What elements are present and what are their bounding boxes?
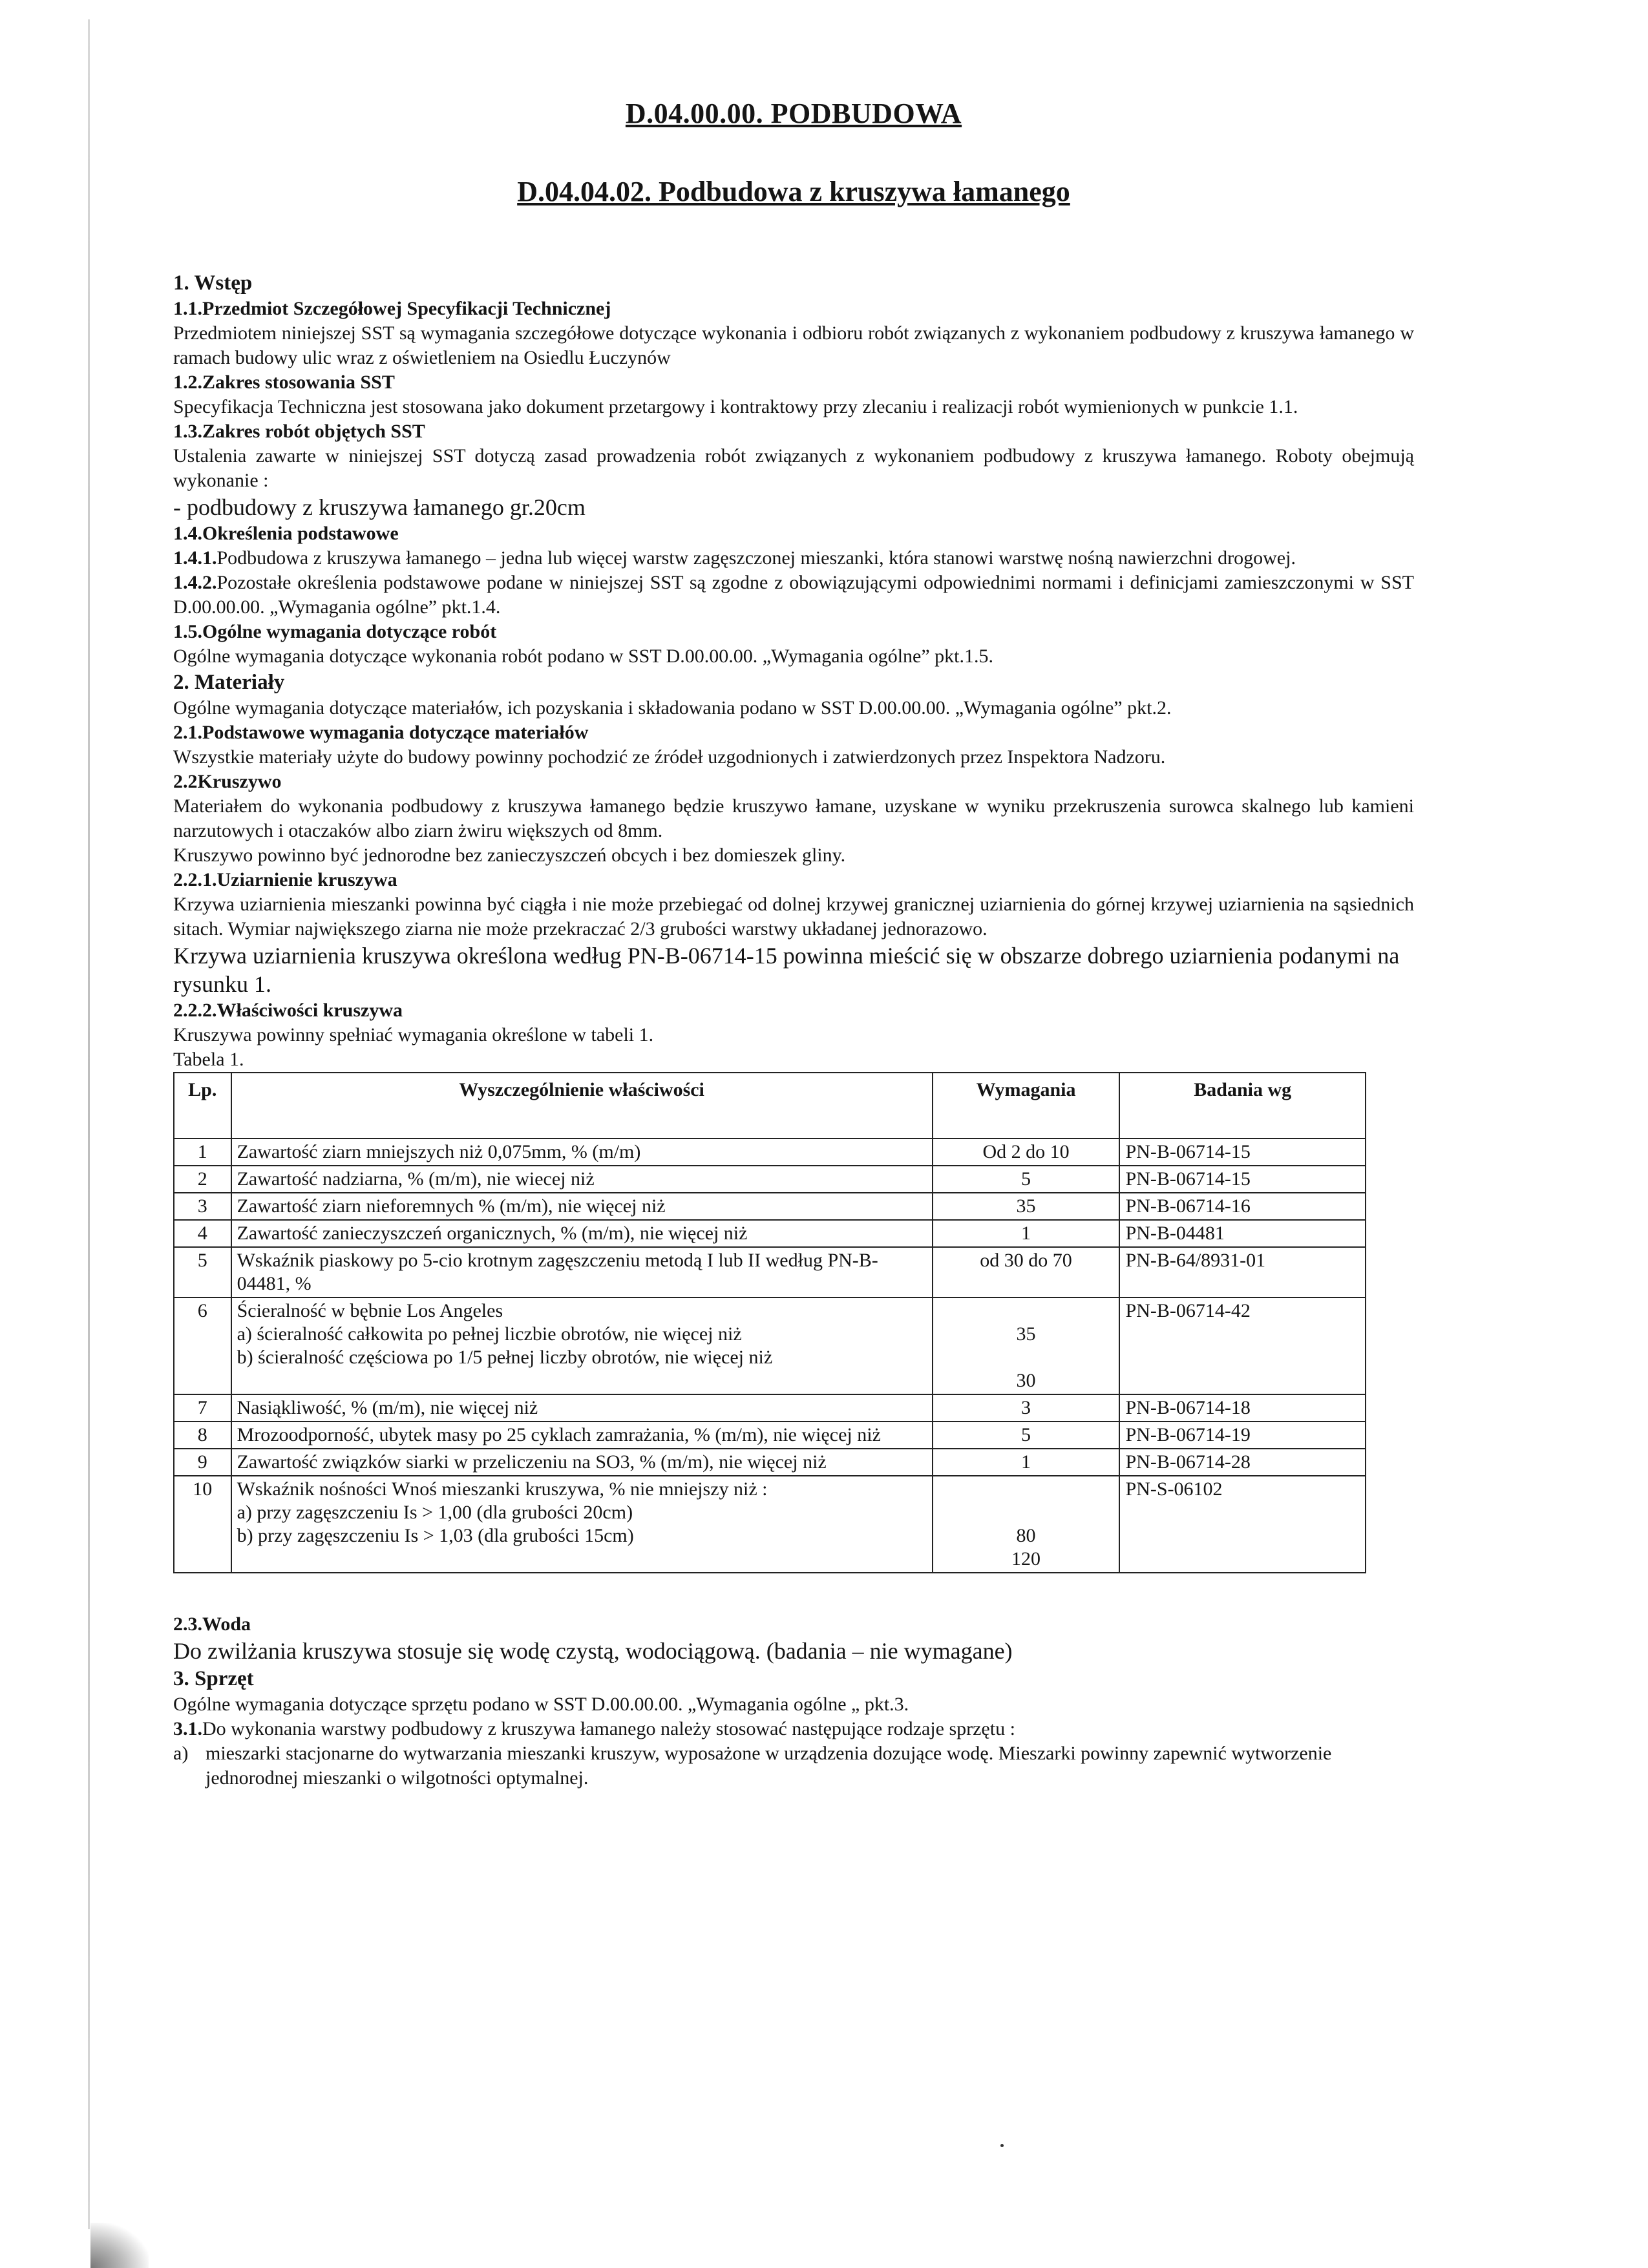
requirement-value	[938, 1478, 1114, 1501]
requirement-value: 5	[1021, 1168, 1031, 1190]
table-header-row	[174, 1073, 1366, 1139]
table-row	[174, 1166, 1366, 1193]
list-item-a-text: mieszarki stacjonarne do wytwarzania mieszanki kruszyw, wyposażone w urządzenia dozujące wodę. Mieszarki powinny zapewnić wytworzenie jednorodnej mieszanki o wilgotności optymalnej.	[206, 1743, 1332, 1789]
document-page	[173, 97, 1414, 1790]
scan-shadow-left	[88, 19, 90, 2229]
document-subtitle: D.04.04.02. Podbudowa z kruszywa łamanego	[517, 176, 1070, 207]
table-row	[174, 1139, 1366, 1166]
row-number: 9	[174, 1449, 231, 1476]
description-line: a) przy zagęszczeniu Is > 1,00 (dla grubości 20cm)	[237, 1502, 633, 1523]
section-3-1-body: Do wykonania warstwy podbudowy z kruszywa łamanego należy stosować następujące rodzaje sprzętu :	[202, 1718, 1015, 1739]
section-1-3-heading: 1.3.Zakres robót objętych SST	[173, 421, 425, 442]
section-3-1-text	[173, 1717, 1414, 1741]
row-description	[231, 1422, 933, 1449]
row-requirement	[933, 1476, 1120, 1573]
requirement-value: 120	[1011, 1548, 1041, 1570]
list-item-a	[173, 1741, 1414, 1790]
section-1-1-text: Przedmiotem niniejszej SST są wymagania szczegółowe dotyczące wykonania i odbioru robót związanych z wykonaniem podbudowy z kruszywa łamanego w ramach budowy ulic wraz z oświetleniem na Osiedlu Łuczynów	[173, 322, 1414, 368]
description-line: Zawartość związków siarki w przeliczeniu na SO3, % (m/m), nie więcej niż	[237, 1451, 827, 1473]
section-1-2-text: Specyfikacja Techniczna jest stosowana jako dokument przetargowy i kontraktowy przy zlecaniu i realizacji robót wymienionych w punkcie 1.1.	[173, 396, 1298, 417]
requirement-value: 80	[1016, 1525, 1036, 1546]
section-1-2-heading: 1.2.Zakres stosowania SST	[173, 372, 395, 393]
description-line: Ścieralność w bębnie Los Angeles	[237, 1300, 503, 1321]
row-description	[231, 1166, 933, 1193]
col-header-lp: Lp.	[174, 1073, 231, 1139]
section-2-2-text: Materiałem do wykonania podbudowy z kruszywa łamanego będzie kruszywo łamane, uzyskane w wyniku przekruszenia surowca skalnego lub kamieni narzutowych i otaczaków albo ziarn żwiru większych od 8mm.	[173, 795, 1414, 841]
section-2-2-text-2: Kruszywo powinno być jednorodne bez zanieczyszczeń obcych i bez domieszek gliny.	[173, 845, 846, 866]
row-description	[231, 1449, 933, 1476]
row-requirement	[933, 1166, 1120, 1193]
section-1-3-text: Ustalenia zawarte w niniejszej SST dotyczą zasad prowadzenia robót związanych z wykonaniem podbudowy z kruszywa łamanego. Roboty obejmują wykonanie :	[173, 445, 1414, 491]
description-line: Zawartość ziarn nieforemnych % (m/m), nie więcej niż	[237, 1195, 666, 1217]
row-number: 7	[174, 1394, 231, 1422]
requirement-value: od 30 do 70	[980, 1250, 1072, 1271]
section-2-1-heading: 2.1.Podstawowe wymagania dotyczące materiałów	[173, 722, 589, 743]
requirement-value	[938, 1299, 1114, 1323]
description-line: Nasiąkliwość, % (m/m), nie więcej niż	[237, 1397, 538, 1418]
section-2-2-2-heading: 2.2.2.Właściwości kruszywa	[173, 1000, 403, 1021]
row-number: 10	[174, 1476, 231, 1573]
requirement-value: 30	[1016, 1370, 1036, 1391]
section-1-4-heading: 1.4.Określenia podstawowe	[173, 523, 399, 544]
row-test-standard: PN-B-06714-19	[1119, 1422, 1366, 1449]
table-row	[174, 1220, 1366, 1247]
table-row	[174, 1422, 1366, 1449]
section-1-3-item: - podbudowy z kruszywa łamanego gr.20cm	[173, 494, 586, 520]
description-line: Wskaźnik nośności Wnoś mieszanki kruszywa, % nie mniejszy niż :	[237, 1478, 768, 1500]
row-test-standard: PN-B-06714-42	[1119, 1297, 1366, 1394]
row-test-standard: PN-B-06714-28	[1119, 1449, 1366, 1476]
row-test-standard: PN-B-04481	[1119, 1220, 1366, 1247]
row-test-standard: PN-B-06714-16	[1119, 1193, 1366, 1220]
section-3-text: Ogólne wymagania dotyczące sprzętu podano w SST D.00.00.00. „Wymagania ogólne „ pkt.3.	[173, 1694, 909, 1715]
description-line: Zawartość ziarn mniejszych niż 0,075mm, % (m/m)	[237, 1141, 641, 1162]
description-line: b) ścieralność częściowa po 1/5 pełnej liczby obrotów, nie więcej niż	[237, 1347, 773, 1368]
table-row	[174, 1247, 1366, 1297]
section-2-1-text: Wszystkie materiały użyte do budowy powinny pochodzić ze źródeł uzgodnionych i zatwierdzonych przez Inspektora Nadzoru.	[173, 746, 1166, 768]
requirement-value: 3	[1021, 1397, 1031, 1418]
section-1-heading: 1. Wstęp	[173, 271, 253, 295]
section-1-4-2-text	[173, 571, 1414, 620]
table-row	[174, 1193, 1366, 1220]
section-2-2-2-text: Kruszywa powinny spełniać wymagania określone w tabeli 1.	[173, 1024, 654, 1045]
requirement-value: 35	[1016, 1195, 1036, 1217]
section-2-2-heading: 2.2Kruszywo	[173, 771, 282, 792]
table-body	[174, 1139, 1366, 1573]
section-3-heading: 3. Sprzęt	[173, 1667, 254, 1690]
section-1-4-2-number: 1.4.2.	[173, 572, 217, 593]
section-2-2-1-heading: 2.2.1.Uziarnienie kruszywa	[173, 869, 397, 890]
row-requirement	[933, 1220, 1120, 1247]
requirement-value: 35	[1016, 1323, 1036, 1345]
row-number: 2	[174, 1166, 231, 1193]
section-1-5-heading: 1.5.Ogólne wymagania dotyczące robót	[173, 621, 497, 642]
row-requirement	[933, 1422, 1120, 1449]
row-number: 3	[174, 1193, 231, 1220]
row-requirement	[933, 1449, 1120, 1476]
row-requirement	[933, 1394, 1120, 1422]
requirement-value: Od 2 do 10	[982, 1141, 1070, 1162]
requirement-value: 5	[1021, 1424, 1031, 1445]
requirement-value: 1	[1021, 1223, 1031, 1244]
row-description	[231, 1476, 933, 1573]
table-row	[174, 1394, 1366, 1422]
col-header-requirements: Wymagania	[933, 1073, 1120, 1139]
row-test-standard: PN-S-06102	[1119, 1476, 1366, 1573]
row-test-standard: PN-B-06714-15	[1119, 1139, 1366, 1166]
table-row	[174, 1297, 1366, 1394]
section-1-4-2-body: Pozostałe określenia podstawowe podane w niniejszej SST są zgodne z obowiązującymi odpowiednimi normami i definicjami zamieszczonymi w SST D.00.00.00. „Wymagania ogólne” pkt.1.4.	[173, 572, 1414, 618]
description-line: Zawartość zanieczyszczeń organicznych, % (m/m), nie więcej niż	[237, 1223, 748, 1244]
row-requirement	[933, 1247, 1120, 1297]
row-number: 5	[174, 1247, 231, 1297]
table-row	[174, 1476, 1366, 1573]
table-caption: Tabela 1.	[173, 1049, 244, 1070]
properties-table	[173, 1072, 1366, 1573]
row-description	[231, 1220, 933, 1247]
section-1-5-text: Ogólne wymagania dotyczące wykonania robót podano w SST D.00.00.00. „Wymagania ogólne” pkt.1.5.	[173, 646, 994, 667]
section-2-heading: 2. Materiały	[173, 671, 285, 694]
description-line: Wskaźnik piaskowy po 5-cio krotnym zagęszczeniu metodą I lub II według PN-B-04481, %	[237, 1250, 878, 1294]
section-1-4-1-body: Podbudowa z kruszywa łamanego – jedna lub więcej warstw zagęszczonej mieszanki, która stanowi warstwę nośną nawierzchni drogowej.	[217, 547, 1296, 569]
row-description	[231, 1394, 933, 1422]
section-2-3-heading: 2.3.Woda	[173, 1613, 251, 1635]
table-row	[174, 1449, 1366, 1476]
document-title: D.04.00.00. PODBUDOWA	[625, 98, 962, 129]
list-marker-a: a)	[173, 1743, 189, 1764]
section-1-4-1-text	[173, 546, 1414, 571]
section-1-1-heading: 1.1.Przedmiot Szczegółowej Specyfikacji Technicznej	[173, 298, 611, 319]
description-line: b) przy zagęszczeniu Is > 1,03 (dla grubości 15cm)	[237, 1525, 634, 1546]
description-line: Zawartość nadziarna, % (m/m), nie wiecej niż	[237, 1168, 595, 1190]
section-2-2-1-text: Krzywa uziarnienia mieszanki powinna być ciągła i nie może przebiegać od dolnej krzywej granicznej uziarnienia do górnej krzywej uziarnienia na sąsiednich sitach. Wymiar największego ziarna nie może przekraczać 2/3 grubości warstwy układanej jednorazowo.	[173, 894, 1414, 940]
section-3-1-number: 3.1.	[173, 1718, 202, 1739]
row-description	[231, 1193, 933, 1220]
row-requirement	[933, 1297, 1120, 1394]
row-test-standard: PN-B-06714-18	[1119, 1394, 1366, 1422]
scan-shadow-corner	[90, 2223, 149, 2268]
row-requirement	[933, 1193, 1120, 1220]
requirement-value	[938, 1501, 1114, 1524]
col-header-test-standard: Badania wg	[1119, 1073, 1366, 1139]
requirement-value: 1	[1021, 1451, 1031, 1473]
col-header-description: Wyszczególnienie właściwości	[231, 1073, 933, 1139]
row-test-standard: PN-B-64/8931-01	[1119, 1247, 1366, 1297]
row-description	[231, 1139, 933, 1166]
row-requirement	[933, 1139, 1120, 1166]
section-2-2-1-note: Krzywa uziarnienia kruszywa określona według PN-B-06714-15 powinna mieścić się w obszarze dobrego uziarnienia podanymi na rysunku 1.	[173, 943, 1400, 997]
scan-speck	[1000, 2144, 1004, 2147]
row-number: 4	[174, 1220, 231, 1247]
requirement-value	[938, 1346, 1114, 1369]
row-test-standard: PN-B-06714-15	[1119, 1166, 1366, 1193]
description-line: Mrozoodporność, ubytek masy po 25 cyklach zamrażania, % (m/m), nie więcej niż	[237, 1424, 881, 1445]
row-description	[231, 1247, 933, 1297]
section-2-3-text: Do zwilżania kruszywa stosuje się wodę czystą, wodociągową. (badania – nie wymagane)	[173, 1638, 1013, 1664]
description-line: a) ścieralność całkowita po pełnej liczbie obrotów, nie więcej niż	[237, 1323, 742, 1345]
row-number: 8	[174, 1422, 231, 1449]
row-number: 1	[174, 1139, 231, 1166]
section-1-4-1-number: 1.4.1.	[173, 547, 217, 569]
row-description	[231, 1297, 933, 1394]
section-2-text: Ogólne wymagania dotyczące materiałów, ich pozyskania i składowania podano w SST D.00.00.00. „Wymagania ogólne” pkt.2.	[173, 697, 1172, 719]
row-number: 6	[174, 1297, 231, 1394]
